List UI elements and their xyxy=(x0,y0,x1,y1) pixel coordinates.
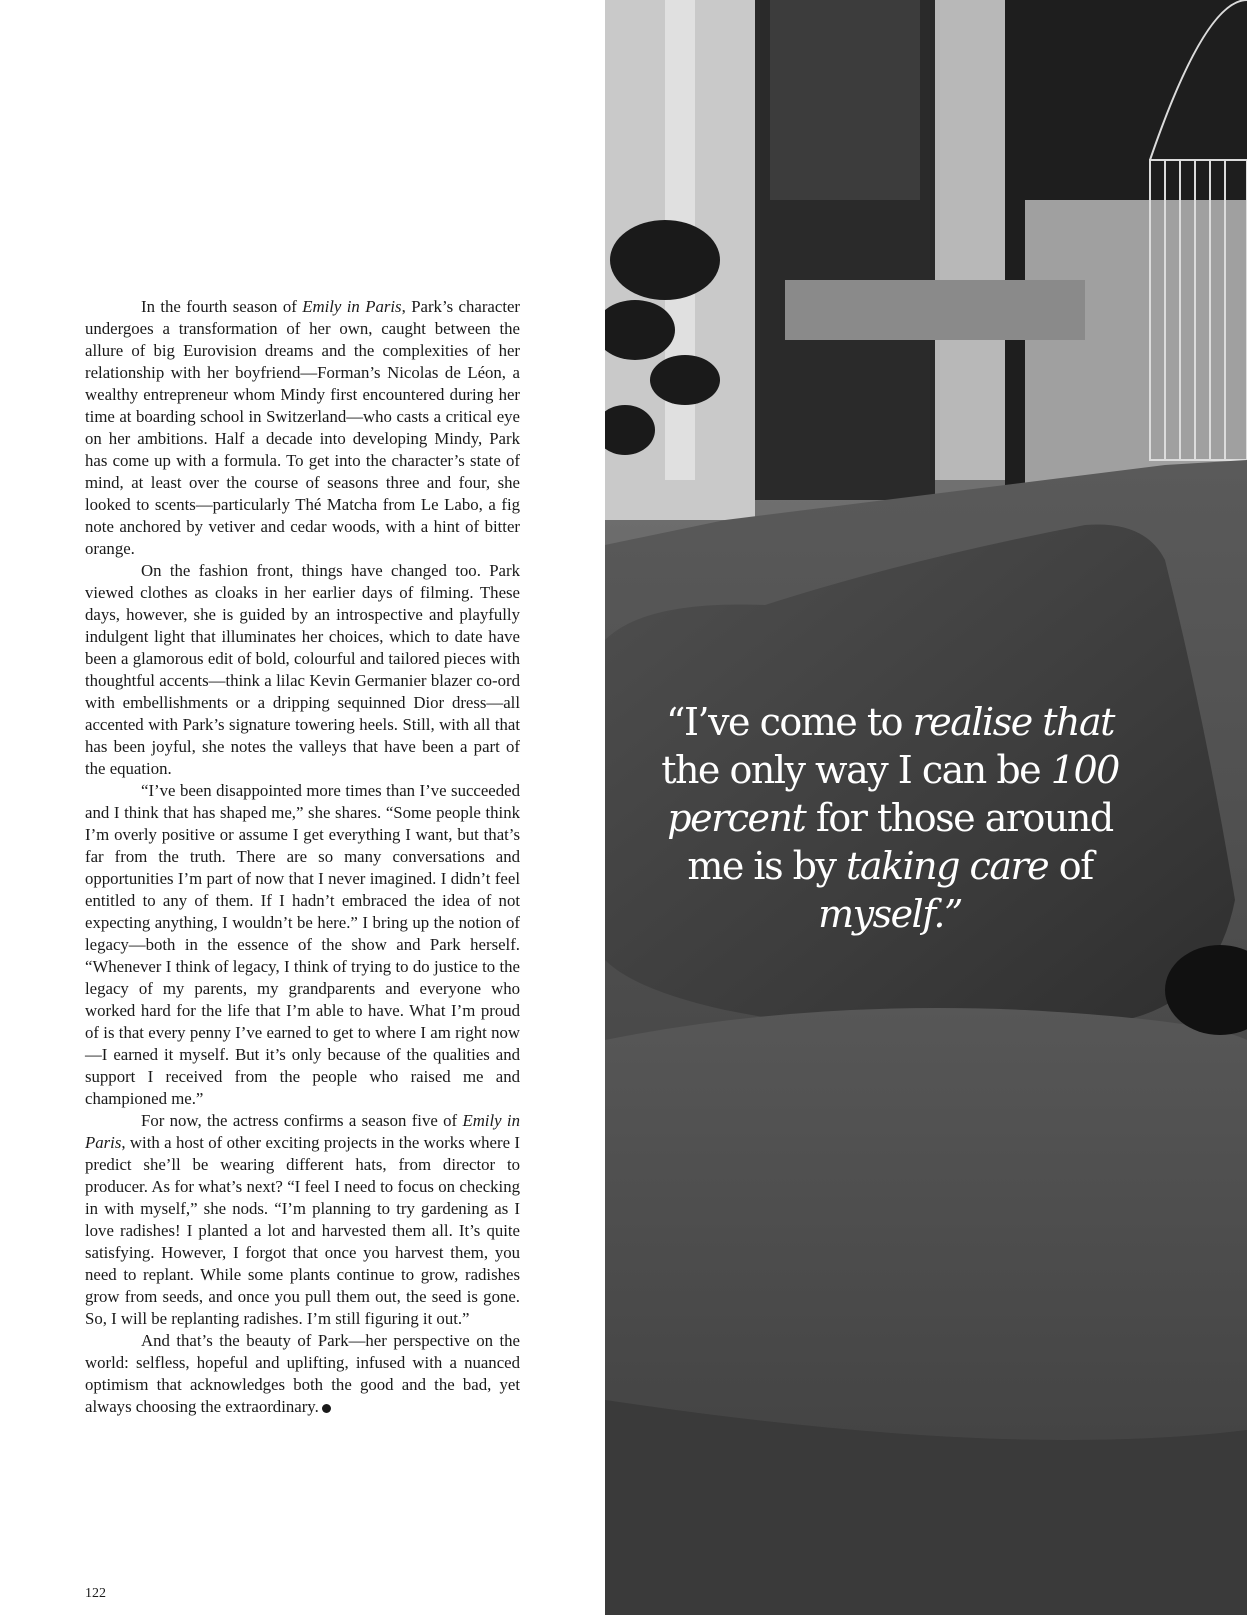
italic-run: Emily in Paris xyxy=(302,297,402,316)
pull-quote xyxy=(660,698,1120,938)
italic-run: 100 percent xyxy=(667,748,1119,840)
paragraph-2: On the fashion front, things have changed too. Park viewed clothes as cloaks in her earlier days of filming. These days, however, she is guided by an introspective and playfully indulgent light that illuminates her choices, which to date have been a glamorous edit of bold, colourful and tailored pieces with thoughtful accents—think a lilac Kevin Germanier blazer co-ord with embellishments or a dripping sequinned Dior dress—all accented with Park’s signature towering heels. Still, with all that has been joyful, she notes the valleys that have been a part of the equation. xyxy=(85,561,520,778)
italic-run: myself.” xyxy=(818,892,962,936)
end-mark-icon xyxy=(322,1404,331,1413)
italic-run: realise that xyxy=(912,700,1114,744)
text-run: the only way I can be xyxy=(661,748,1051,792)
text-run: “I’ve come to xyxy=(666,700,913,744)
paragraph-5 xyxy=(85,1330,520,1418)
italic-run: Emily in Paris xyxy=(85,1111,520,1152)
text-run: , with a host of other exciting projects in the works where I predict she’ll be wearing different hats, from director to producer. As for what’s next? “I feel I need to focus on checking in with myself,” she nods. “I’m planning to try gardening as I love radishes! I planted a lot and harvested them all. It’s quite satisfying. However, I forgot that once you harvest them, you need to replant. While some plants continue to grow, radishes grow from seeds, and once you pull them out, the seed is gone. So, I will be replanting radishes. I’m still figuring it out.” xyxy=(85,1133,520,1328)
text-run: , Park’s character undergoes a transformation of her own, caught between the allure of big Eurovision dreams and the complexities of her relationship with her boyfriend—Forman’s Nicolas de Léon, a wealthy entrepreneur whom Mindy first encountered during her time at boarding school in Switzerland—who casts a critical eye on her ambitions. Half a decade into developing Mindy, Park has come up with a formula. To get into the character’s state of mind, at least over the course of seasons three and four, she looked to scents—particularly Thé Matcha from Le Labo, a fig note anchored by vetiver and cedar woods, with a hint of bitter orange. xyxy=(85,297,521,558)
page-number: 122 xyxy=(85,1586,106,1601)
text-run: In the fourth season of xyxy=(141,297,303,316)
article-body xyxy=(85,296,520,1418)
italic-run: taking care xyxy=(846,844,1049,888)
paragraph-4 xyxy=(85,1110,520,1330)
paragraph-3: “I’ve been disappointed more times than I’ve succeeded and I think that has shaped me,” she shares. “Some people think I’m overly positive or assume I get everything I want, but that’s far from the truth. There are so many conversations and opportunities I’m part of now that I never imagined. I didn’t feel entitled to any of them. If I hadn’t embraced the idea of not expecting anything, I wouldn’t be here.” I bring up the notion of legacy—both in the essence of the show and Park herself. “Whenever I think of legacy, I think of trying to do justice to the legacy of my parents, my grandparents and everyone who worked hard for the life that I’m able to have. What I’m proud of is that every penny I’ve earned to get to where I am right now—I earned it myself. But it’s only because of the qualities and support I received from the people who raised me and championed me.” xyxy=(85,781,520,1108)
text-run: of xyxy=(1048,844,1093,888)
text-run: For now, the actress confirms a season five of xyxy=(141,1111,463,1130)
paragraph-1 xyxy=(85,296,520,560)
text-run: for those around me is by xyxy=(687,796,1113,888)
paragraph-5-text: And that’s the beauty of Park—her perspective on the world: selfless, hopeful and uplifting, infused with a nuanced optimism that acknowledges both the good and the bad, yet always choosing the extraordinary. xyxy=(85,1331,520,1416)
